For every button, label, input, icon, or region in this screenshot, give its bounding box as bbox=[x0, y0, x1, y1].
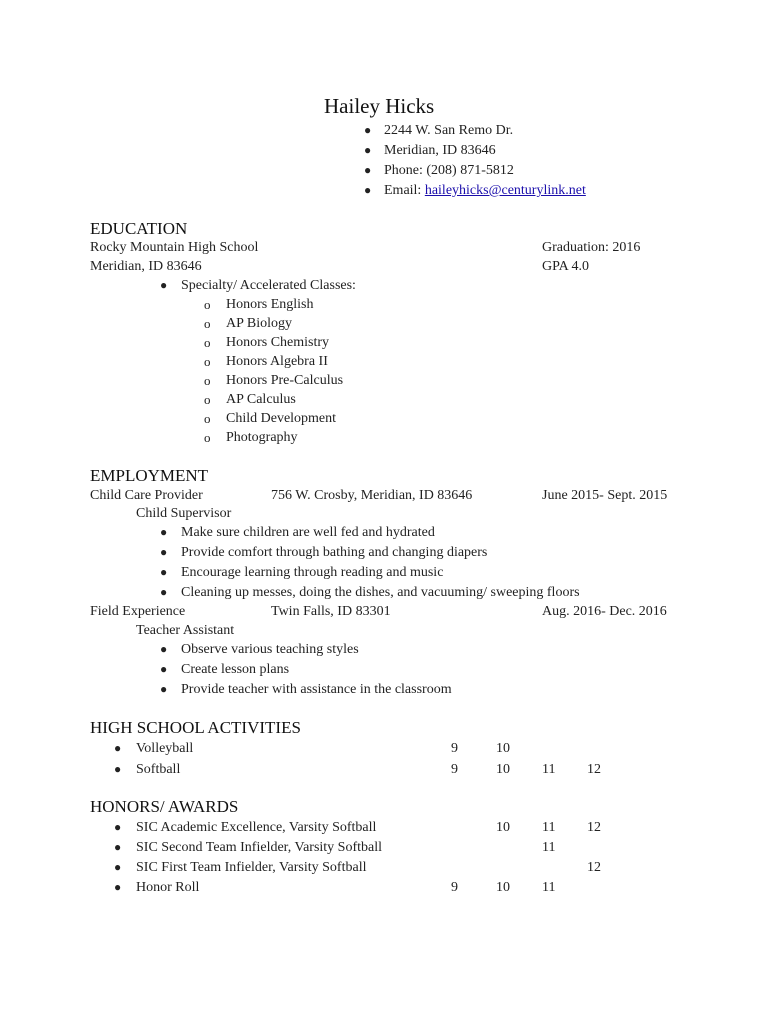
job-title: Child Care Provider bbox=[90, 488, 203, 503]
bullet-icon: ● bbox=[160, 642, 168, 656]
sub-bullet-icon: o bbox=[204, 335, 211, 350]
class-item: Photography bbox=[226, 430, 298, 445]
activity-year: 9 bbox=[451, 741, 458, 756]
job-duty: Provide comfort through bathing and changing diapers bbox=[181, 545, 488, 560]
gpa: GPA 4.0 bbox=[542, 259, 589, 274]
sub-bullet-icon: o bbox=[204, 430, 211, 445]
job-location: Twin Falls, ID 83301 bbox=[271, 604, 391, 619]
honor-year: 12 bbox=[587, 820, 601, 835]
email-link[interactable]: haileyhicks@centurylink.net bbox=[424, 183, 586, 198]
honor-year: 11 bbox=[542, 820, 556, 835]
honors-heading: HONORS/ AWARDS bbox=[90, 797, 239, 816]
email-line bbox=[384, 181, 586, 200]
honor-name: Honor Roll bbox=[136, 880, 200, 895]
job-dates: June 2015- Sept. 2015 bbox=[542, 488, 668, 503]
honor-year: 12 bbox=[587, 860, 601, 875]
job-role: Child Supervisor bbox=[136, 506, 232, 521]
class-item: Child Development bbox=[226, 411, 337, 426]
bullet-icon: ● bbox=[160, 278, 168, 292]
resume-name: Hailey Hicks bbox=[324, 94, 435, 118]
bullet-icon: ● bbox=[114, 762, 122, 776]
job-dates: Aug. 2016- Dec. 2016 bbox=[542, 604, 667, 619]
activities-heading: HIGH SCHOOL ACTIVITIES bbox=[90, 718, 301, 737]
bullet-icon: ● bbox=[364, 163, 372, 177]
bullet-icon: ● bbox=[160, 545, 168, 559]
activity-year: 12 bbox=[587, 762, 601, 777]
bullet-icon: ● bbox=[160, 585, 168, 599]
bullet-icon: ● bbox=[160, 565, 168, 579]
honor-year: 10 bbox=[496, 820, 510, 835]
bullet-icon: ● bbox=[114, 860, 122, 874]
email-label: Email: bbox=[384, 183, 425, 198]
job-duty: Provide teacher with assistance in the classroom bbox=[181, 682, 452, 697]
city-line: Meridian, ID 83646 bbox=[384, 143, 496, 158]
education-heading: EDUCATION bbox=[90, 219, 188, 238]
honor-name: SIC Academic Excellence, Varsity Softball bbox=[136, 820, 377, 835]
activity-name: Softball bbox=[136, 762, 181, 777]
bullet-icon: ● bbox=[160, 662, 168, 676]
job-duty: Cleaning up messes, doing the dishes, and vacuuming/ sweeping floors bbox=[181, 585, 580, 600]
bullet-icon: ● bbox=[160, 525, 168, 539]
address-line: 2244 W. San Remo Dr. bbox=[384, 123, 514, 138]
bullet-icon: ● bbox=[160, 682, 168, 696]
activity-year: 9 bbox=[451, 762, 458, 777]
honor-name: SIC First Team Infielder, Varsity Softball bbox=[136, 860, 367, 875]
bullet-icon: ● bbox=[364, 183, 372, 197]
class-item: AP Calculus bbox=[226, 392, 296, 407]
school-name: Rocky Mountain High School bbox=[90, 240, 259, 255]
sub-bullet-icon: o bbox=[204, 392, 211, 407]
class-item: Honors English bbox=[226, 297, 314, 312]
class-item: AP Biology bbox=[226, 316, 292, 331]
class-item: Honors Chemistry bbox=[226, 335, 330, 350]
honor-name: SIC Second Team Infielder, Varsity Softball bbox=[136, 840, 383, 855]
honor-year: 10 bbox=[496, 880, 510, 895]
job-duty: Create lesson plans bbox=[181, 662, 290, 677]
bullet-icon: ● bbox=[114, 880, 122, 894]
school-location: Meridian, ID 83646 bbox=[90, 259, 202, 274]
activity-year: 10 bbox=[496, 762, 510, 777]
class-item: Honors Pre-Calculus bbox=[226, 373, 344, 388]
bullet-icon: ● bbox=[114, 820, 122, 834]
bullet-icon: ● bbox=[364, 123, 372, 137]
job-location: 756 W. Crosby, Meridian, ID 83646 bbox=[271, 488, 473, 503]
bullet-icon: ● bbox=[114, 840, 122, 854]
phone-line: Phone: (208) 871-5812 bbox=[384, 163, 514, 178]
classes-label: Specialty/ Accelerated Classes: bbox=[181, 278, 356, 293]
sub-bullet-icon: o bbox=[204, 373, 211, 388]
job-duty: Make sure children are well fed and hydrated bbox=[181, 525, 435, 540]
sub-bullet-icon: o bbox=[204, 297, 211, 312]
bullet-icon: ● bbox=[364, 143, 372, 157]
activity-year: 11 bbox=[542, 762, 556, 777]
activity-year: 10 bbox=[496, 741, 510, 756]
honor-year: 11 bbox=[542, 840, 556, 855]
class-item: Honors Algebra II bbox=[226, 354, 328, 369]
job-duty: Observe various teaching styles bbox=[181, 642, 359, 657]
bullet-icon: ● bbox=[114, 741, 122, 755]
honor-year: 9 bbox=[451, 880, 458, 895]
sub-bullet-icon: o bbox=[204, 316, 211, 331]
activity-name: Volleyball bbox=[136, 741, 194, 756]
job-title: Field Experience bbox=[90, 604, 186, 619]
employment-heading: EMPLOYMENT bbox=[90, 466, 209, 485]
job-role: Teacher Assistant bbox=[136, 623, 235, 638]
honor-year: 11 bbox=[542, 880, 556, 895]
job-duty: Encourage learning through reading and music bbox=[181, 565, 444, 580]
sub-bullet-icon: o bbox=[204, 354, 211, 369]
graduation-date: Graduation: 2016 bbox=[542, 240, 641, 255]
sub-bullet-icon: o bbox=[204, 411, 211, 426]
